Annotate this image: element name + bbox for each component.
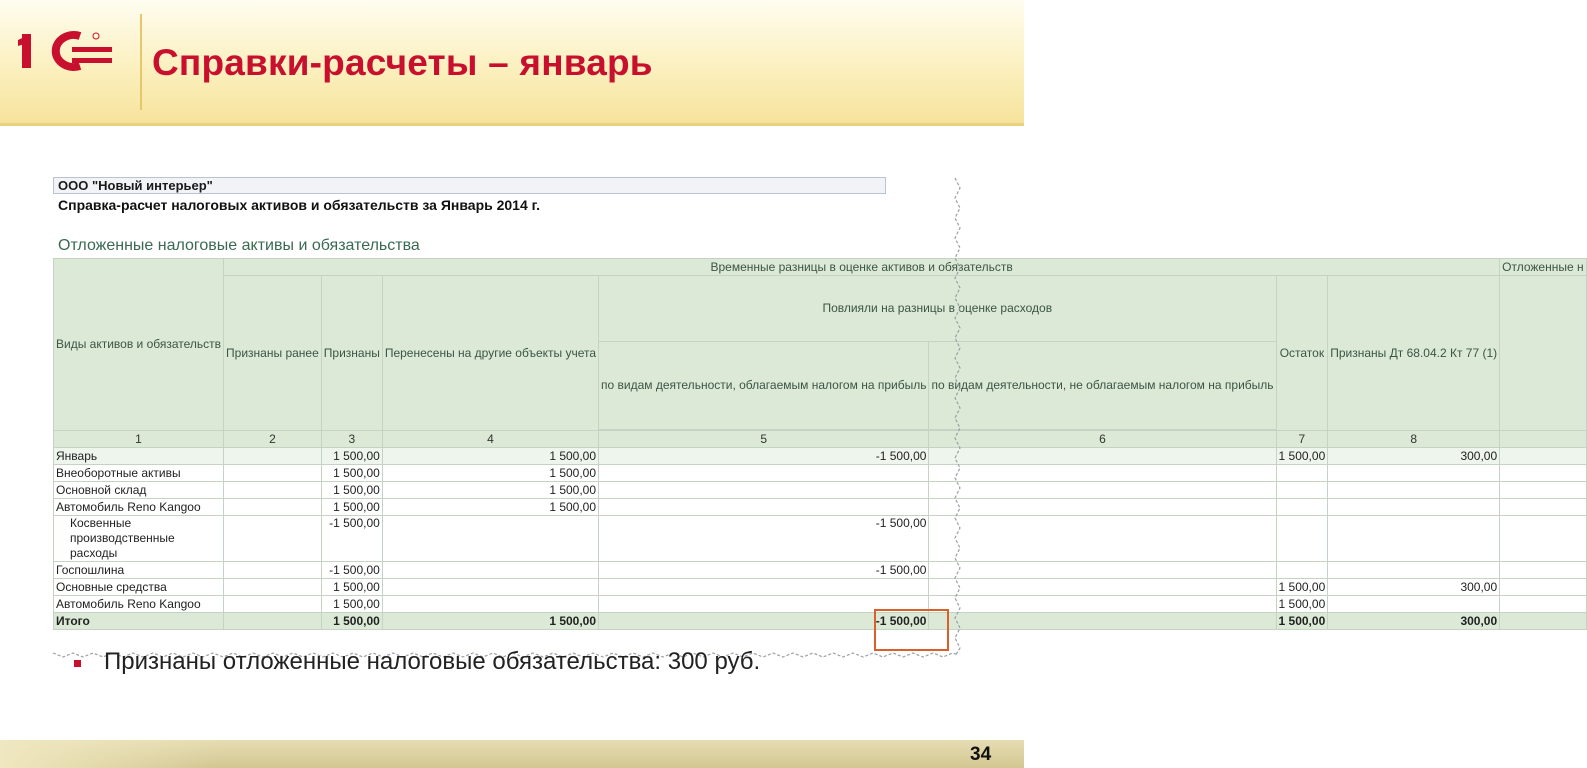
row-name: Основные средства	[54, 579, 224, 596]
header-recognized-dt: Признаны Дт 68.04.2 Кт 77 (1)	[1328, 276, 1500, 431]
table-row	[54, 596, 1587, 613]
header-deferred: Отложенные н	[1500, 259, 1586, 276]
logo-separator	[140, 14, 142, 110]
row-name: Автомобиль Reno Kangoo	[54, 499, 224, 516]
cell	[224, 482, 322, 499]
col-number: 7	[1276, 431, 1328, 448]
table-row	[54, 562, 1587, 579]
row-name: Госпошлина	[54, 562, 224, 579]
cell	[224, 596, 322, 613]
bullet-text: Признаны отложенные налоговые обязательства: 300 руб.	[104, 648, 761, 675]
col-number: 2	[224, 431, 322, 448]
row-name: Косвенные производственные расходы	[54, 516, 224, 562]
report-document	[53, 174, 1584, 656]
page-number: 34	[970, 744, 992, 765]
cell	[1276, 499, 1328, 516]
row-name: Основной склад	[54, 482, 224, 499]
slide-title: Справки-расчеты – январь	[152, 42, 653, 83]
cell	[224, 499, 322, 516]
cell	[224, 562, 322, 579]
cell	[929, 482, 1276, 499]
column-numbers-row	[54, 431, 1587, 448]
cell	[1328, 562, 1500, 579]
total-cell: 1 500,00	[1276, 613, 1328, 630]
cell	[382, 516, 598, 562]
header-cut	[1500, 276, 1586, 431]
cell	[599, 579, 929, 596]
cell: 1 500,00	[1276, 596, 1328, 613]
col-number: 6	[929, 431, 1276, 448]
cell	[382, 579, 598, 596]
total-cell: 1 500,00	[382, 613, 598, 630]
report-table	[53, 258, 1587, 630]
col-number: 4	[382, 431, 598, 448]
row-name: Январь	[54, 448, 224, 465]
total-cell	[929, 613, 1276, 630]
row-name: Автомобиль Reno Kangoo	[54, 596, 224, 613]
cell	[599, 499, 929, 516]
cell	[1328, 516, 1500, 562]
total-cell	[1500, 613, 1586, 630]
cell: 1 500,00	[382, 465, 598, 482]
cell: -1 500,00	[321, 562, 382, 579]
cell: -1 500,00	[599, 516, 929, 562]
cell: 1 500,00	[321, 465, 382, 482]
cell	[1500, 562, 1586, 579]
cell	[224, 465, 322, 482]
cell	[382, 596, 598, 613]
cell	[929, 516, 1276, 562]
torn-edge-right	[951, 178, 963, 656]
report-section-title: Отложенные налоговые активы и обязательства	[58, 237, 420, 254]
cell: 1 500,00	[321, 596, 382, 613]
cell: 1 500,00	[321, 579, 382, 596]
header-transferred: Перенесены на другие объекты учета	[382, 276, 598, 431]
table-row	[54, 482, 1587, 499]
cell: 1 500,00	[321, 448, 382, 465]
footer-decoration	[0, 740, 220, 768]
table-row	[54, 448, 1587, 465]
table-row	[54, 465, 1587, 482]
cell	[1328, 465, 1500, 482]
cell	[929, 562, 1276, 579]
header-recognized-earlier: Признаны ранее	[224, 276, 322, 431]
cell: 1 500,00	[1276, 448, 1328, 465]
cell	[1276, 516, 1328, 562]
col-number	[1500, 431, 1586, 448]
organization-field: ООО "Новый интерьер"	[53, 177, 886, 194]
cell: 300,00	[1328, 579, 1500, 596]
cell	[1500, 499, 1586, 516]
cell	[1500, 596, 1586, 613]
cell	[599, 482, 929, 499]
cell	[1500, 482, 1586, 499]
cell: 1 500,00	[382, 499, 598, 516]
cell	[599, 465, 929, 482]
cell: -1 500,00	[599, 562, 929, 579]
cell	[929, 579, 1276, 596]
cell	[929, 499, 1276, 516]
row-name: Внеоборотные активы	[54, 465, 224, 482]
1c-logo	[18, 28, 114, 74]
header-affected: Повлияли на разницы в оценке расходов	[599, 276, 1277, 342]
cell	[1328, 482, 1500, 499]
table-row	[54, 499, 1587, 516]
col-number: 3	[321, 431, 382, 448]
col-number: 8	[1328, 431, 1500, 448]
header-divider	[0, 123, 1024, 126]
header-not-taxed: по видам деятельности, не облагаемым налогом на прибыль	[929, 342, 1276, 430]
col-number: 1	[54, 431, 224, 448]
header-kind: Виды активов и обязательств	[54, 259, 224, 431]
total-cell: -1 500,00	[599, 613, 929, 630]
total-cell: 1 500,00	[321, 613, 382, 630]
header-temp-diff: Временные разницы в оценке активов и обязательств	[224, 259, 1500, 276]
header-balance: Остаток	[1276, 276, 1328, 431]
cell	[224, 579, 322, 596]
cell	[1328, 499, 1500, 516]
cell: 300,00	[1328, 448, 1500, 465]
cell	[1500, 465, 1586, 482]
report-title: Справка-расчет налоговых активов и обязательств за Январь 2014 г.	[58, 197, 540, 213]
cell	[1276, 482, 1328, 499]
cell	[1500, 579, 1586, 596]
cell	[929, 448, 1276, 465]
col-number: 5	[599, 431, 929, 448]
cell	[1276, 465, 1328, 482]
cell: -1 500,00	[599, 448, 929, 465]
cell	[929, 465, 1276, 482]
total-cell	[224, 613, 322, 630]
header-taxed: по видам деятельности, облагаемым налогом на прибыль	[599, 342, 929, 430]
total-row	[54, 613, 1587, 630]
table-row	[54, 516, 1587, 562]
cell	[1328, 596, 1500, 613]
cell	[382, 562, 598, 579]
cell: 1 500,00	[321, 482, 382, 499]
cell	[224, 448, 322, 465]
highlight-box	[874, 609, 949, 651]
bullet-marker	[74, 660, 81, 667]
cell	[1500, 516, 1586, 562]
cell: 1 500,00	[382, 482, 598, 499]
cell: -1 500,00	[321, 516, 382, 562]
cell: 1 500,00	[1276, 579, 1328, 596]
header-recognized: Признаны	[321, 276, 382, 431]
cell	[224, 516, 322, 562]
total-label: Итого	[54, 613, 224, 630]
cell	[1276, 562, 1328, 579]
cell	[1500, 448, 1586, 465]
cell	[929, 596, 1276, 613]
table-row	[54, 579, 1587, 596]
cell: 1 500,00	[321, 499, 382, 516]
total-cell: 300,00	[1328, 613, 1500, 630]
cell: 1 500,00	[382, 448, 598, 465]
